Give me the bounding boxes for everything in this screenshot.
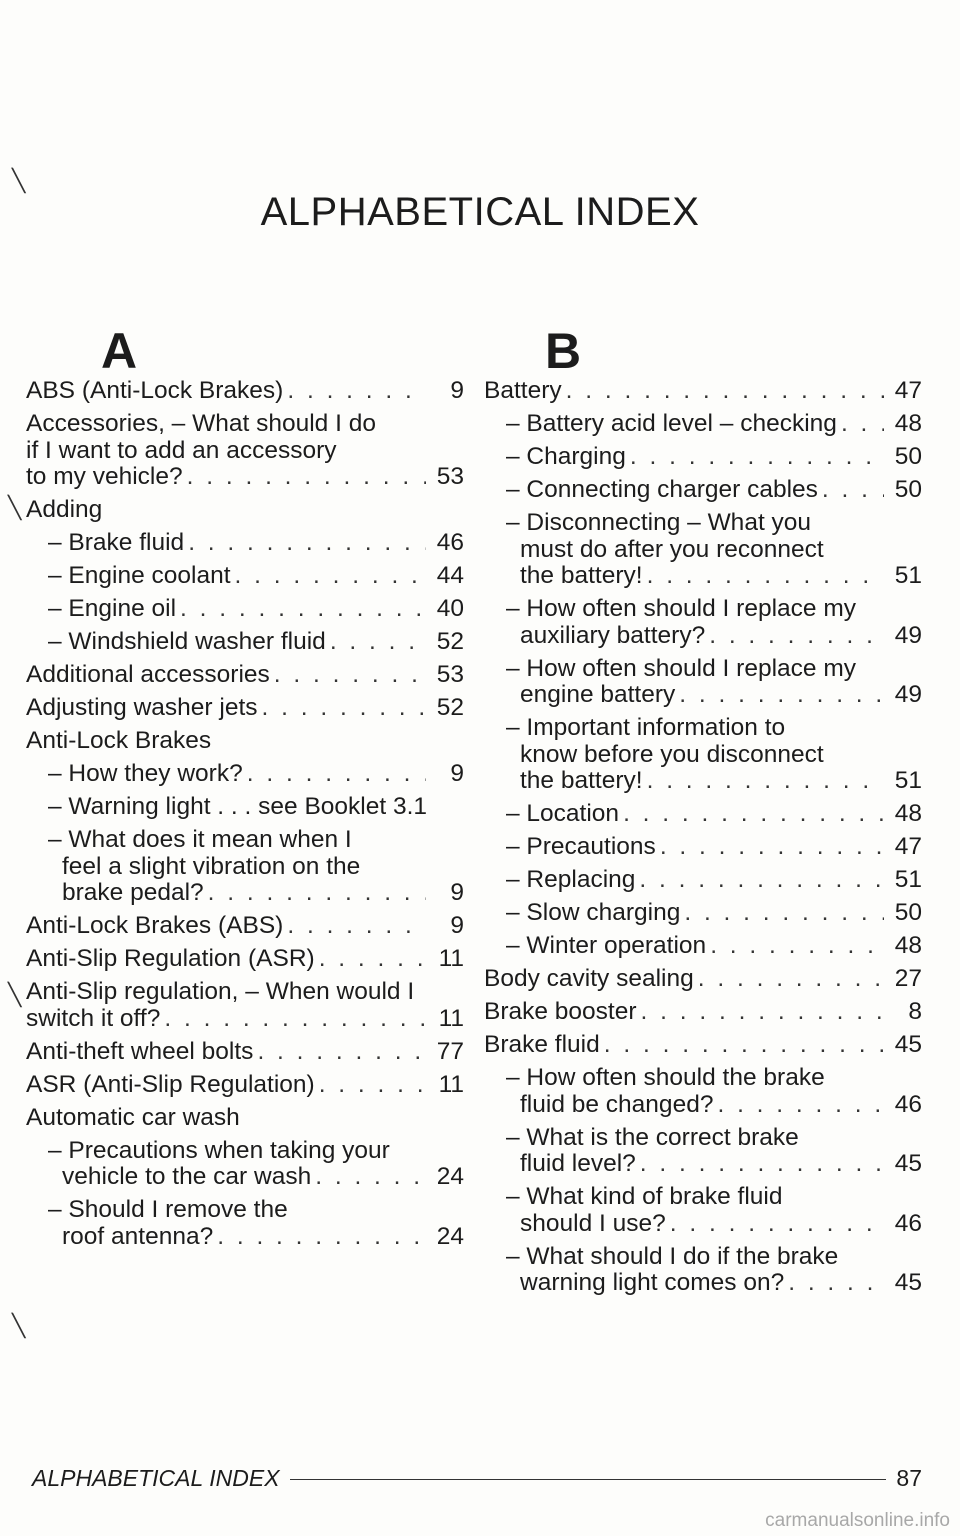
entry-text: to my vehicle? [26, 463, 183, 490]
index-entry [484, 1184, 922, 1237]
index-entry [26, 1138, 464, 1191]
entry-page-number: 45 [894, 1150, 922, 1177]
entry-text: – Should I remove the [48, 1196, 288, 1223]
entry-page-number: 52 [436, 628, 464, 655]
index-entry [26, 1105, 464, 1132]
dot-leader [235, 563, 426, 590]
index-entry [484, 444, 922, 471]
index-entry [26, 728, 464, 755]
entry-text: – What is the correct brake [506, 1123, 799, 1151]
entry-page-number: 45 [894, 1031, 922, 1058]
footer-title: ALPHABETICAL INDEX [32, 1465, 280, 1491]
entry-page-number: 46 [894, 1209, 922, 1237]
entry-page-number: 11 [438, 945, 464, 972]
entry-text: the battery! [520, 767, 643, 794]
entry-text: Adjusting washer jets [26, 694, 258, 721]
section-letter-a: A [101, 323, 138, 379]
entry-text: engine battery [520, 681, 676, 708]
index-entry [26, 794, 464, 821]
index-entry [484, 1244, 922, 1297]
dot-leader [566, 378, 884, 405]
entry-text: – Precautions [506, 833, 656, 860]
entry-text: – How often should I replace my [506, 654, 856, 682]
entry-text: Anti-Lock Brakes [26, 727, 212, 754]
index-entry [26, 695, 464, 722]
index-entry [26, 1072, 464, 1099]
entry-text: the battery! [520, 562, 643, 589]
dot-leader [164, 1006, 426, 1033]
index-entry [484, 715, 922, 795]
entry-text: – What kind of brake fluid [506, 1183, 783, 1210]
index-entry [484, 411, 922, 438]
entry-page-number: 8 [908, 998, 922, 1025]
index-entry [26, 530, 464, 557]
index-entry [484, 656, 922, 709]
index-entry [484, 900, 922, 927]
entry-text: warning light comes on? [520, 1269, 785, 1296]
index-column-b [484, 378, 922, 1303]
index-entry [484, 477, 922, 504]
entry-page-number: 24 [436, 1222, 464, 1250]
entry-text: – Precautions when taking your [48, 1136, 390, 1164]
entry-page-number: 49 [894, 681, 922, 708]
entry-page-number: 47 [894, 833, 922, 860]
index-entry [26, 979, 464, 1032]
entry-text: – Winter operation [506, 932, 707, 959]
dot-leader [841, 411, 884, 438]
index-entry [484, 1032, 922, 1059]
index-entry [26, 662, 464, 689]
dot-leader [274, 662, 426, 689]
index-entry [26, 827, 464, 907]
entry-text: Automatic car wash [26, 1103, 240, 1131]
dot-leader [698, 966, 884, 993]
entry-text: – Connecting charger cables [506, 476, 818, 503]
entry-text: auxiliary battery? [520, 621, 706, 649]
index-entry [484, 801, 922, 828]
entry-text: – What does it mean when I [48, 826, 352, 853]
entry-page-number: 44 [436, 562, 464, 589]
entry-page-number: 9 [450, 760, 464, 787]
entry-page-number: 40 [436, 595, 464, 622]
dot-leader [247, 761, 426, 788]
entry-page-number: 11 [438, 1004, 464, 1032]
entry-page-number: 53 [436, 661, 464, 688]
dot-leader [623, 801, 884, 828]
index-entry [26, 629, 464, 656]
entry-page-number: 46 [436, 529, 464, 556]
dot-leader [180, 596, 426, 623]
watermark: carmanualsonline.info [765, 1510, 950, 1531]
entry-text: Battery [484, 377, 562, 404]
entry-text: feel a slight vibration on the [62, 852, 361, 880]
entry-text: – Location [506, 800, 620, 827]
entry-page-number: 47 [894, 377, 922, 404]
entry-text: Adding [26, 496, 103, 523]
entry-text: Anti-theft wheel bolts [26, 1037, 254, 1065]
entry-text: – Warning light . . . see Booklet 3.1 [48, 793, 428, 820]
index-entry [26, 411, 464, 491]
section-letter-b: B [545, 323, 582, 379]
entry-page-number: 27 [894, 965, 922, 992]
entry-page-number: 24 [436, 1163, 464, 1190]
footer-rule [290, 1479, 887, 1480]
entry-text: Anti-Lock Brakes (ABS) [26, 912, 284, 939]
entry-text: know before you disconnect [520, 740, 824, 768]
entry-text: – Slow charging [506, 899, 681, 926]
dot-leader [717, 1092, 884, 1119]
entry-page-number: 9 [450, 377, 464, 404]
entry-text: fluid be changed? [520, 1090, 714, 1118]
entry-page-number: 52 [436, 694, 464, 721]
entry-text: – Brake fluid [48, 529, 185, 556]
dot-leader [630, 444, 884, 471]
dot-leader [604, 1032, 884, 1059]
index-entry [26, 1197, 464, 1250]
index-entry [26, 946, 464, 973]
dot-leader [639, 867, 884, 894]
entry-text: – How often should the brake [506, 1064, 825, 1091]
entry-text: – Important information to [506, 714, 786, 741]
index-entry [26, 761, 464, 788]
dot-leader [660, 834, 884, 861]
entry-text: – Windshield washer fluid [48, 628, 326, 655]
index-entry [26, 563, 464, 590]
entry-text: – How often should I replace my [506, 595, 856, 622]
corner-mark-top: ╲ [12, 168, 26, 193]
entry-text: – Replacing [506, 866, 636, 893]
dot-leader [822, 477, 884, 504]
index-entry [484, 378, 922, 405]
index-entry [484, 933, 922, 960]
entry-page-number: 46 [894, 1090, 922, 1118]
entry-text: – How they work? [48, 760, 243, 787]
dot-leader [647, 768, 884, 795]
dot-leader [262, 695, 426, 722]
dot-leader [287, 913, 426, 940]
dot-leader [647, 563, 884, 590]
dot-leader [670, 1211, 884, 1238]
entry-page-number: 50 [894, 443, 922, 470]
page-title: ALPHABETICAL INDEX [260, 190, 700, 234]
dot-leader [187, 464, 426, 491]
dot-leader [315, 1164, 426, 1191]
entry-text: switch it off? [26, 1004, 161, 1032]
entry-text: ABS (Anti-Lock Brakes) [26, 377, 284, 404]
dot-leader [319, 946, 426, 973]
index-entry [484, 596, 922, 649]
entry-page-number: 51 [894, 767, 922, 794]
index-entry [26, 913, 464, 940]
entry-text: must do after you reconnect [520, 535, 824, 563]
entry-page-number: 53 [436, 463, 464, 490]
index-entry [484, 834, 922, 861]
entry-text: Anti-Slip regulation, – When would I [26, 978, 415, 1005]
index-entry [26, 378, 464, 405]
entry-page-number: 9 [450, 912, 464, 939]
index-entry [484, 999, 922, 1026]
entry-text: if I want to add an accessory [26, 436, 337, 464]
entry-text: – Charging [506, 443, 626, 470]
dot-leader [208, 880, 426, 907]
entry-text: – Engine oil [48, 595, 177, 622]
entry-text: Brake fluid [484, 1031, 600, 1058]
page-footer [32, 1465, 922, 1492]
corner-mark-left-a: ╲ [8, 495, 22, 520]
entry-page-number: 48 [894, 932, 922, 959]
dot-leader [684, 900, 884, 927]
dot-leader [330, 629, 426, 656]
dot-leader [641, 999, 884, 1026]
entry-text: ASR (Anti-Slip Regulation) [26, 1070, 315, 1098]
entry-text: Body cavity sealing [484, 965, 694, 992]
entry-page-number: 48 [894, 800, 922, 827]
entry-text: – Disconnecting – What you [506, 509, 812, 536]
index-entry [484, 867, 922, 894]
entry-text: Brake booster [484, 998, 637, 1025]
entry-text: – What should I do if the brake [506, 1242, 839, 1270]
entry-page-number: 49 [894, 621, 922, 649]
entry-page-number: 11 [438, 1070, 464, 1098]
entry-text: Accessories, – What should I do [26, 410, 376, 437]
dot-leader [319, 1072, 426, 1099]
entry-page-number: 77 [436, 1037, 464, 1065]
corner-mark-left-b: ╲ [8, 982, 22, 1007]
entry-page-number: 50 [894, 476, 922, 503]
entry-text: brake pedal? [62, 879, 204, 906]
dot-leader [257, 1039, 426, 1066]
dot-leader [287, 378, 426, 405]
dot-leader [640, 1151, 884, 1178]
entry-page-number: 50 [894, 899, 922, 926]
index-entry [26, 1039, 464, 1066]
index-entry [484, 1065, 922, 1118]
entry-page-number: 9 [450, 879, 464, 906]
dot-leader [217, 1224, 426, 1251]
entry-page-number: 51 [894, 866, 922, 893]
entry-page-number: 45 [894, 1269, 922, 1296]
entry-text: fluid level? [520, 1150, 636, 1177]
entry-text: Additional accessories [26, 661, 270, 688]
entry-page-number: 51 [894, 562, 922, 589]
entry-page-number: 48 [894, 410, 922, 437]
dot-leader [710, 933, 884, 960]
corner-mark-bottom: ╲ [12, 1313, 26, 1338]
index-entry [484, 1125, 922, 1178]
dot-leader [679, 682, 884, 709]
index-entry [484, 510, 922, 590]
dot-leader [788, 1270, 884, 1297]
dot-leader [709, 623, 884, 650]
index-entry [484, 966, 922, 993]
dot-leader [188, 530, 426, 557]
page-number: 87 [896, 1465, 922, 1491]
entry-text: should I use? [520, 1209, 666, 1237]
index-column-a [26, 378, 464, 1257]
entry-text: – Battery acid level – checking [506, 410, 837, 437]
index-entry [26, 497, 464, 524]
entry-text: vehicle to the car wash [62, 1163, 312, 1190]
index-entry [26, 596, 464, 623]
entry-text: roof antenna? [62, 1222, 214, 1250]
entry-text: Anti-Slip Regulation (ASR) [26, 945, 315, 972]
entry-text: – Engine coolant [48, 562, 231, 589]
